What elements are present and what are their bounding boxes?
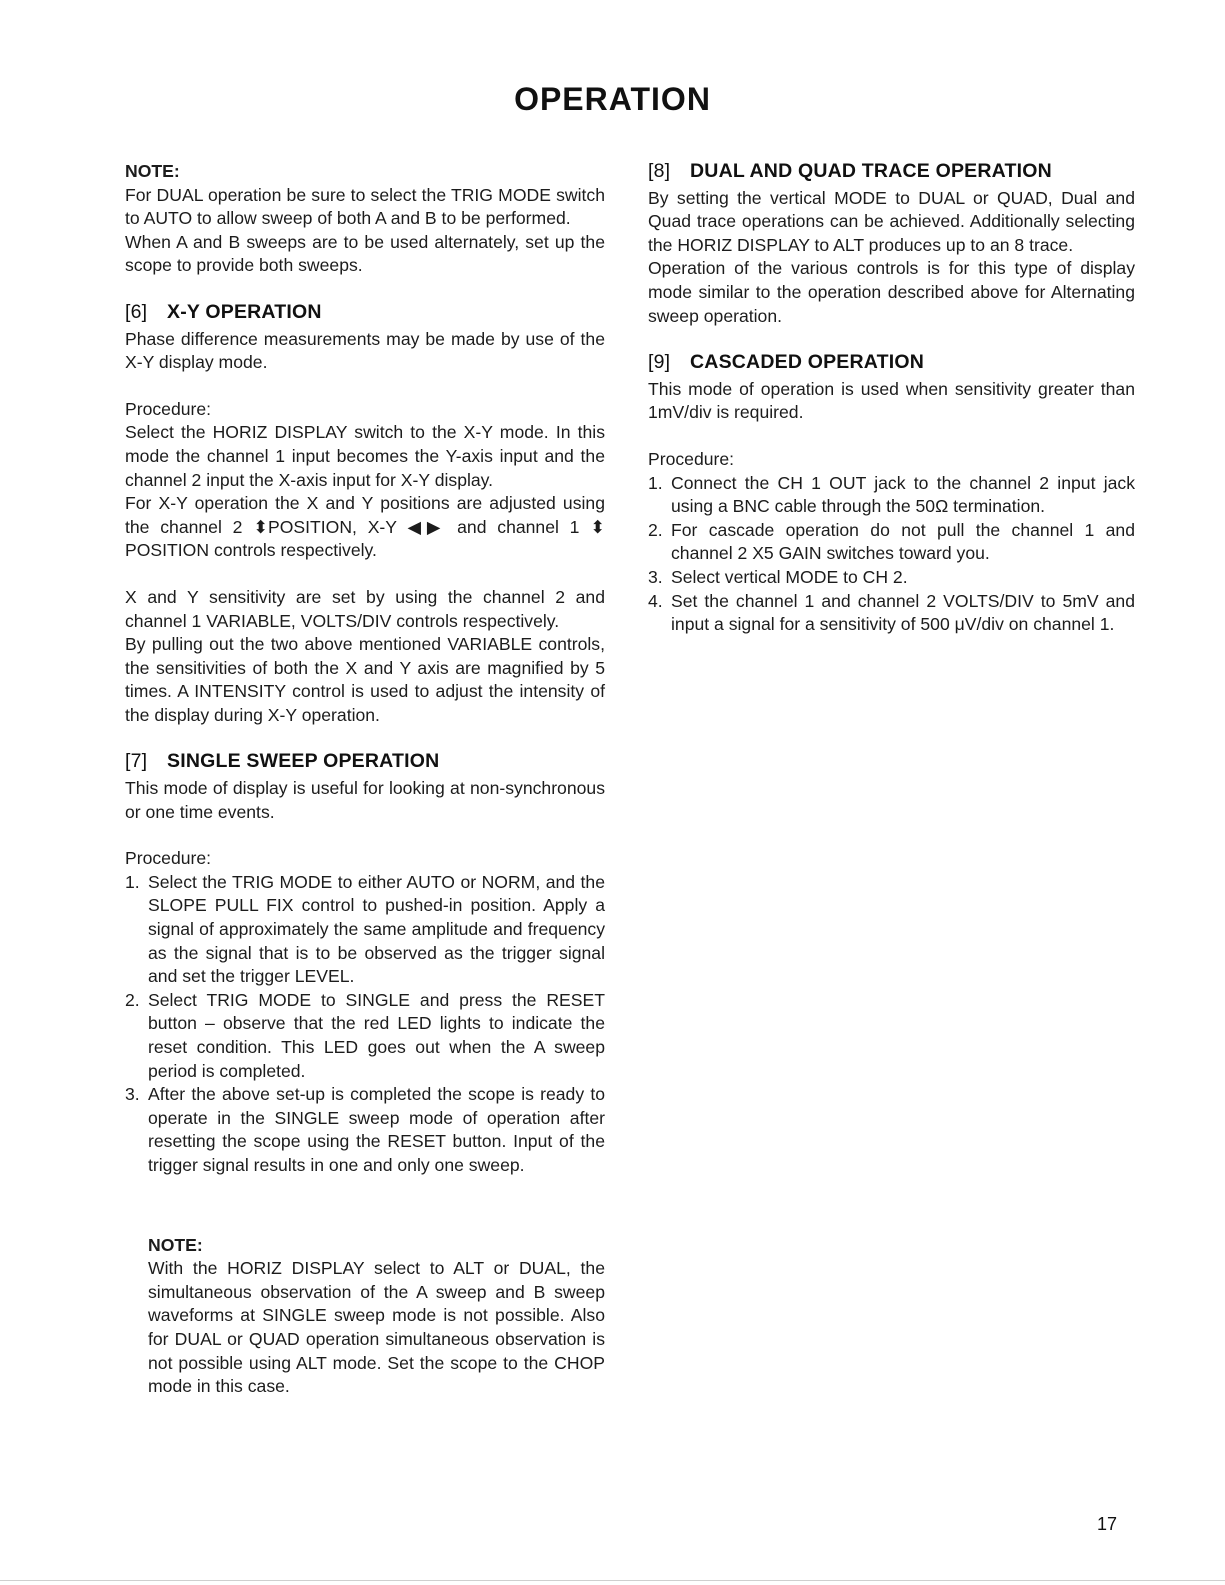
section-number: [9] [648, 351, 671, 374]
right-column [648, 160, 1135, 637]
body-paragraph: By setting the vertical MODE to DUAL or QUAD, Dual and Quad trace operations can be achieved. Additionally selecting the HORIZ DISPLAY to ALT produces up to an 8 trace. [648, 187, 1135, 255]
section-title: SINGLE SWEEP OPERATION [167, 750, 440, 773]
step-number: 4. [648, 590, 663, 611]
section-intro: This mode of display is useful for looking at non-synchronous or one time events. [125, 778, 605, 822]
list-item [648, 519, 1135, 566]
list-item [125, 1083, 605, 1177]
list-item [125, 871, 605, 989]
note-paragraph: When A and B sweeps are to be used alternately, set up the scope to provide both sweeps. [125, 231, 605, 276]
note-paragraph: With the HORIZ DISPLAY select to ALT or DUAL, the simultaneous observation of the A sweep and B sweep waveforms at SINGLE sweep mode is not possible. Also for DUAL or QUAD operation simultaneous observation is not possible using ALT mode. Set the scope to the CHOP mode in this case. [148, 1258, 605, 1397]
body-paragraph: By pulling out the two above mentioned VARIABLE controls, the sensitivities of both the X and Y axis are magnified by 5 times. A INTENSITY control is used to adjust the intensity of the display during X-Y operation. [125, 634, 605, 725]
procedure-list [648, 472, 1135, 637]
section-heading-xy [125, 301, 605, 325]
step-number: 2. [125, 989, 140, 1010]
section-number: [6] [125, 300, 148, 323]
step-text: For cascade operation do not pull the channel 1 and channel 2 X5 GAIN switches toward you. [671, 519, 1135, 564]
step-text: Set the channel 1 and channel 2 VOLTS/DIV to 5mV and input a signal for a sensitivity of 500 μV/div on channel 1. [671, 590, 1135, 635]
procedure-label: Procedure: [125, 848, 212, 869]
section-intro: This mode of operation is used when sensitivity greater than 1mV/div is required. [648, 378, 1135, 423]
step-number: 1. [648, 472, 663, 493]
section-heading-single-sweep [125, 750, 605, 774]
body-paragraph: X and Y sensitivity are set by using the channel 2 and channel 1 VARIABLE, VOLTS/DIV controls respectively. [125, 586, 605, 631]
section-intro: Phase difference measurements may be made by use of the X-Y display mode. [125, 328, 605, 373]
list-item [125, 989, 605, 1083]
page-number: 17 [1097, 1514, 1118, 1534]
section-title: DUAL AND QUAD TRACE OPERATION [690, 160, 1052, 182]
step-number: 3. [648, 566, 663, 587]
section-title: CASCADED OPERATION [690, 351, 925, 374]
step-number: 2. [648, 519, 663, 540]
procedure-list [125, 871, 605, 1178]
note-label: NOTE: [125, 161, 180, 181]
body-paragraph: For X-Y operation the X and Y positions are adjusted using the channel 2 ⬍POSITION, X-Y ◀▶ and channel 1 ⬍ POSITION controls respectively. [125, 493, 605, 561]
section-heading-cascaded [648, 351, 1135, 375]
step-text: Connect the CH 1 OUT jack to the channel 2 input jack using a BNC cable through the 50Ω termination. [671, 472, 1135, 517]
step-text: Select vertical MODE to CH 2. [671, 566, 908, 587]
procedure-label: Procedure: [648, 448, 735, 469]
body-paragraph: Operation of the various controls is for this type of display mode similar to the operation described above for Alternating sweep operation. [648, 258, 1135, 326]
step-number: 1. [125, 871, 140, 892]
section-number: [7] [125, 750, 148, 773]
bottom-rule [0, 1580, 1225, 1581]
note-label: NOTE: [148, 1234, 203, 1255]
list-item [648, 472, 1135, 519]
procedure-label: Procedure: [125, 398, 212, 419]
note-paragraph: For DUAL operation be sure to select the TRIG MODE switch to AUTO to allow sweep of both A and B to be performed. [125, 184, 605, 229]
step-number: 3. [125, 1084, 140, 1105]
step-text: After the above set-up is completed the scope is ready to operate in the SINGLE sweep mode of operation after resetting the scope using the RESET button. Input of the trigger signal results in one and only one sweep. [148, 1084, 605, 1175]
body-paragraph: Select the HORIZ DISPLAY switch to the X-Y mode. In this mode the channel 1 input becomes the Y-axis input and the channel 2 input the X-axis input for X-Y display. [125, 422, 605, 490]
page-title: OPERATION [514, 81, 711, 117]
step-text: Select the TRIG MODE to either AUTO or NORM, and the SLOPE PULL FIX control to pushed-in position. Apply a signal of approximately the same amplitude and frequency as the signal that is to be observed as the trigger signal and set the trigger LEVEL. [148, 871, 605, 987]
step-text: Select TRIG MODE to SINGLE and press the RESET button – observe that the red LED lights to indicate the reset condition. This LED goes out when the A sweep period is completed. [148, 989, 605, 1081]
list-item [648, 590, 1135, 637]
section-heading-dual-quad [648, 160, 1135, 184]
section-number: [8] [648, 160, 671, 182]
section-title: X-Y OPERATION [167, 300, 322, 323]
left-column [125, 160, 605, 1399]
list-item [648, 566, 1135, 590]
note-block [148, 1234, 605, 1399]
